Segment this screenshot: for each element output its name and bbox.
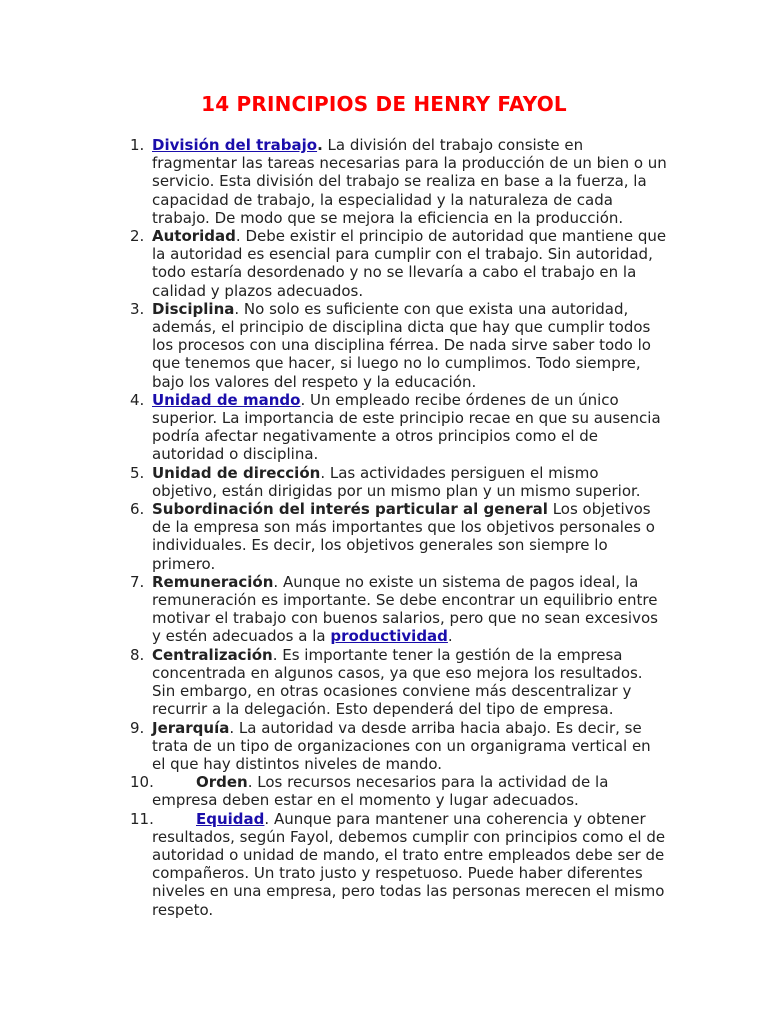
item-text: . Un empleado recibe órdenes de un único superior. La importancia de este principio recae en que su ausencia podría afectar negativamente a otros principios como el de autoridad o disciplina. xyxy=(152,390,661,464)
item-text: . Debe existir el principio de autoridad que mantiene que la autoridad es esencial para cumplir con el trabajo. Sin autoridad, todo estaría desordenado y no se llevaría a cabo el trabajo en la calidad y plazos adecuados. xyxy=(152,227,667,300)
item-number: 2. xyxy=(130,227,145,246)
list-item xyxy=(0,773,768,809)
unidad-de-mando-link[interactable]: Unidad de mando xyxy=(152,390,301,409)
list-item xyxy=(0,810,768,919)
list-item xyxy=(0,300,768,391)
item-term: Unidad de dirección xyxy=(152,463,321,482)
term-period: . xyxy=(317,136,323,154)
item-text: . Es importante tener la gestión de la empresa concentrada en algunos casos, ya que eso mejora los resultados. Sin embargo, en otras ocasiones conviene más descentralizar y recurrir a la delegación. Esto dependerá del tipo de empresa. xyxy=(152,645,643,719)
equidad-link[interactable]: Equidad xyxy=(196,809,265,828)
item-text: . La autoridad va desde arriba hacia abajo. Es decir, se trata de un tipo de organizaciones con un organigrama vertical en el que hay distintos niveles de mando. xyxy=(152,718,651,773)
item-number: 4. xyxy=(130,390,145,409)
item-text: . Las actividades persiguen el mismo objetivo, están dirigidas por un mismo plan y un mismo superior. xyxy=(152,463,641,500)
item-term: Subordinación del interés particular al general xyxy=(152,500,548,519)
item-number: 1. xyxy=(130,136,145,154)
document-title: 14 PRINCIPIOS DE HENRY FAYOL xyxy=(201,92,567,116)
division-del-trabajo-link[interactable]: División del trabajo xyxy=(152,136,318,154)
item-number: 11. xyxy=(130,809,154,828)
list-item xyxy=(0,464,768,500)
list-item xyxy=(0,500,768,573)
item-text: . Aunque no existe un sistema de pagos ideal, la remuneración es importante. Se debe encontrar un equilibrio entre motivar el trabajo con buenos salarios, pero que no sean excesivos y estén adecuados a la xyxy=(152,572,658,646)
item-term: Jerarquía xyxy=(152,718,230,737)
list-item xyxy=(0,136,768,227)
item-number: 9. xyxy=(130,718,145,737)
list-item xyxy=(0,391,768,464)
list-item xyxy=(0,719,768,774)
item-number: 10. xyxy=(130,773,154,792)
list-item xyxy=(0,227,768,300)
item-text: . Aunque para mantener una coherencia y obtener resultados, según Fayol, debemos cumplir con principios como el de autoridad o unidad de mando, el trato entre empleados debe ser de compañeros. Un trato justo y respetuoso. Puede haber diferentes niveles en una empresa, pero todas las personas merecen el mismo respeto. xyxy=(152,809,666,919)
item-term: Disciplina xyxy=(152,299,235,318)
item-term: Remuneración xyxy=(152,572,274,591)
item-term: Centralización xyxy=(152,645,273,664)
productividad-link[interactable]: productividad xyxy=(330,627,448,646)
item-text: Los objetivos de la empresa son más importantes que los objetivos personales o individuales. Es decir, los objetivos generales son siempre lo primero. xyxy=(152,500,655,573)
list-item xyxy=(0,646,768,719)
item-text-tail: . xyxy=(447,627,453,646)
item-text: La división del trabajo consiste en fragmentar las tareas necesarias para la producción de un bien o un servicio. Esta división del trabajo se realiza en base a la fuerza, la capacidad de trabajo, la especialidad y la naturaleza de cada trabajo. De modo que se mejora la eficiencia en la producción. xyxy=(152,136,667,227)
item-number: 8. xyxy=(130,645,145,664)
item-number: 7. xyxy=(130,572,145,591)
list-item xyxy=(0,573,768,646)
principles-list xyxy=(0,136,768,919)
item-term: Orden xyxy=(196,773,248,792)
item-number: 6. xyxy=(130,500,145,519)
item-number: 3. xyxy=(130,299,145,318)
item-term: Autoridad xyxy=(152,227,236,246)
item-text: . Los recursos necesarios para la actividad de la empresa deben estar en el momento y lugar adecuados. xyxy=(152,773,609,810)
item-number: 5. xyxy=(130,463,145,482)
item-text: . No solo es suficiente con que exista una autoridad, además, el principio de disciplina dicta que hay que cumplir todos los procesos con una disciplina férrea. De nada sirve saber todo lo que tenemos que hacer, si luego no lo cumplimos. Todo siempre, bajo los valores del respeto y la educación. xyxy=(152,299,651,391)
